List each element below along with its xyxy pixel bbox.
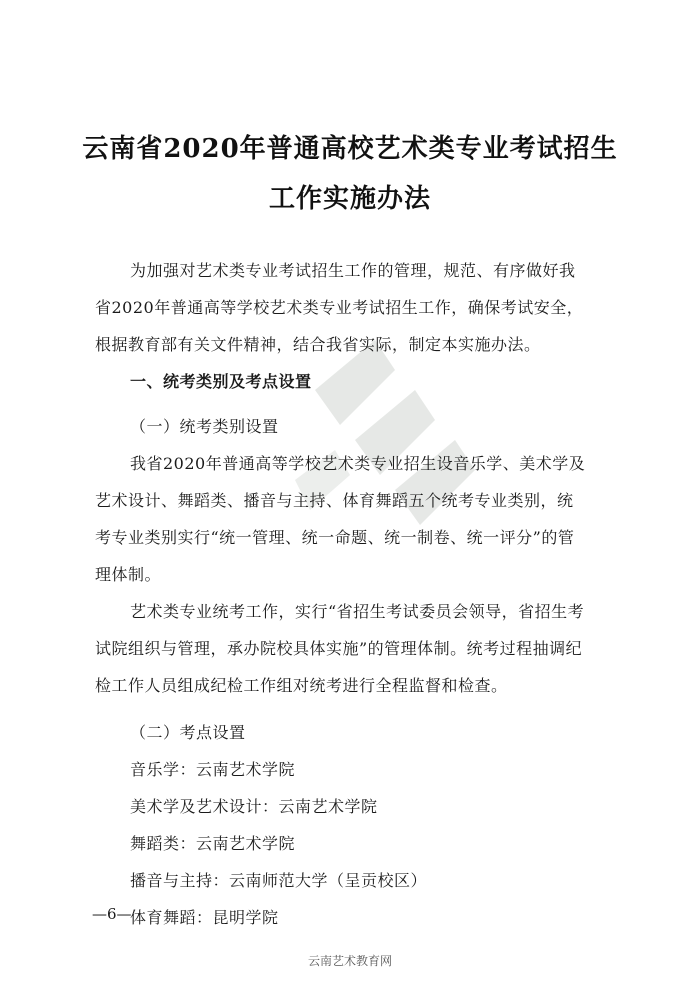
venue-broadcasting: 播音与主持：云南师范大学（呈贡校区） <box>130 871 428 890</box>
document-title-line-2: 工作实施办法 <box>268 184 431 214</box>
para-1-line-2: 艺术设计、舞蹈类、播音与主持、体育舞蹈五个统考专业类别，统 <box>95 491 574 510</box>
para-2-line-1: 艺术类专业统考工作，实行“省招生考试委员会领导，省招生考 <box>130 602 585 621</box>
venue-sport-dance: 体育舞蹈：昆明学院 <box>130 908 279 927</box>
section-1-heading: 一、统考类别及考点设置 <box>130 372 312 391</box>
intro-line-1: 为加强对艺术类专业考试招生工作的管理，规范、有序做好我 <box>130 261 576 280</box>
para-1-line-4: 理体制。 <box>95 565 162 584</box>
venue-music: 音乐学：云南艺术学院 <box>130 760 296 779</box>
para-1-line-1: 我省2020年普通高等学校艺术类专业招生设音乐学、美术学及 <box>130 454 586 473</box>
para-2-line-2: 试院组织与管理，承办院校具体实施”的管理体制。统考过程抽调纪 <box>95 639 583 658</box>
para-2-line-3: 检工作人员组成纪检工作组对统考进行全程监督和检查。 <box>95 676 508 695</box>
venue-art-design: 美术学及艺术设计：云南艺术学院 <box>130 797 378 816</box>
document-title-line-1: 云南省2020年普通高校艺术类专业考试招生 <box>82 134 618 164</box>
footer-watermark: 云南艺术教育网 <box>307 954 392 968</box>
venue-dance: 舞蹈类：云南艺术学院 <box>130 834 296 853</box>
subsection-1-heading: （一）统考类别设置 <box>130 417 279 436</box>
para-1-line-3: 考专业类别实行“统一管理、统一命题、统一制卷、统一评分”的管 <box>95 528 575 547</box>
intro-line-3: 根据教育部有关文件精神，结合我省实际，制定本实施办法。 <box>95 335 541 354</box>
subsection-2-heading: （二）考点设置 <box>130 723 246 742</box>
page-number: —6— <box>92 905 132 923</box>
intro-line-2: 省2020年普通高等学校艺术类专业考试招生工作，确保考试安全， <box>95 298 584 317</box>
